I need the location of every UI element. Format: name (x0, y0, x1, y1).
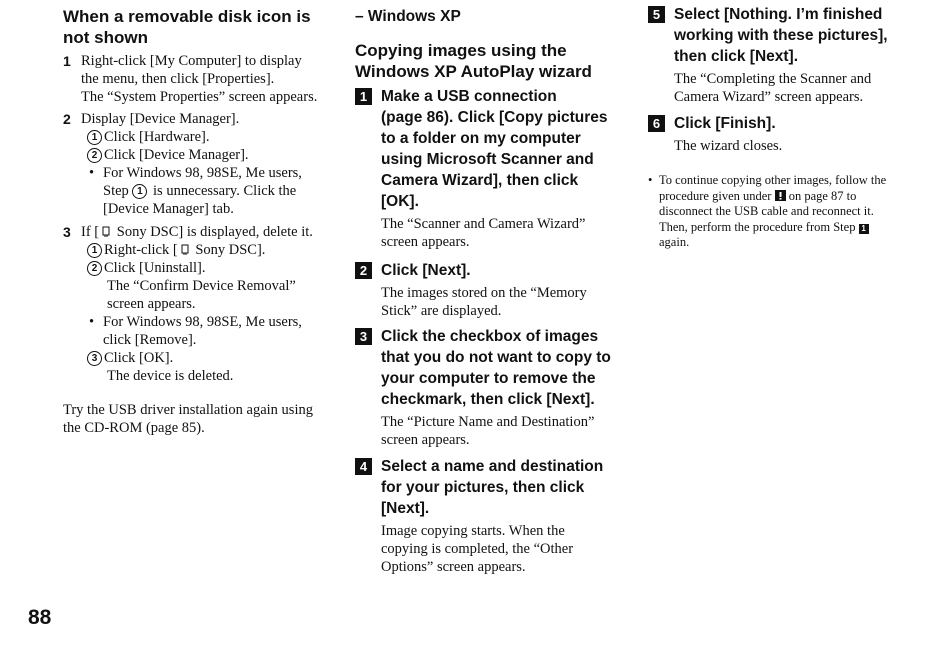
step-text: Right-click [My Computer] to display (81, 53, 302, 69)
title-line: Camera Wizard], then click (381, 172, 579, 189)
title-line: [Next]. (381, 500, 430, 517)
closing-line: the CD-ROM (page 85). (63, 420, 205, 436)
wizard-step-3 (355, 326, 637, 449)
title-line: Click [Finish]. (674, 115, 776, 132)
body-line: The “Scanner and Camera Wizard” (381, 216, 586, 232)
note-line (659, 189, 904, 205)
step-title (674, 4, 922, 67)
title-line: (page 86). Click [Copy pictures (381, 109, 608, 126)
bullet-text (103, 182, 343, 200)
closing-text (63, 401, 333, 437)
heading-line: Copying images using the (355, 41, 567, 60)
step-title (674, 113, 922, 134)
substep-text: Click [Uninstall]. (104, 260, 206, 276)
bullet-text: • For Windows 98, 98SE, Me users, (103, 165, 302, 181)
wizard-step-2 (355, 260, 637, 320)
circled-number: 1 (87, 243, 102, 258)
body-line: The wizard closes. (674, 138, 783, 154)
step-text: Display [Device Manager]. (81, 111, 240, 127)
section-label: – Windows XP (355, 8, 461, 25)
step-box-number: 1 (859, 224, 869, 234)
body-line: The images stored on the “Memory (381, 285, 587, 301)
title-line: Click [Next]. (381, 262, 471, 279)
step-number: 1 (63, 53, 71, 69)
body-line: Image copying starts. When the (381, 523, 565, 539)
title-line: to a folder on my computer (381, 130, 581, 147)
bullet-note (89, 164, 343, 218)
body-line: Options” screen appears. (381, 559, 526, 575)
circled-number: 2 (87, 261, 102, 276)
left-heading: When a removable disk icon is not shown (63, 7, 311, 47)
text-part: Sony DSC] is displayed, delete it. (113, 224, 313, 240)
title-line: for your pictures, then click (381, 479, 585, 496)
body-line: copying is completed, the “Other (381, 541, 574, 557)
bullet-text-rest: is unnecessary. Click the (153, 183, 297, 199)
step-prefix: Step (103, 183, 129, 199)
text-part: procedure given under (659, 188, 772, 203)
substep (81, 259, 343, 277)
substep-text: Click [Device Manager]. (104, 147, 249, 163)
step-3 (63, 223, 343, 385)
step-text (81, 223, 343, 241)
step-title (381, 326, 637, 410)
page-number: 88 (28, 606, 52, 629)
step-body (381, 284, 637, 320)
step-body (674, 137, 922, 155)
step-box-number: 3 (355, 328, 372, 345)
step-2 (63, 110, 343, 218)
substep-text: The “Confirm Device Removal” (107, 278, 296, 294)
substep (81, 128, 343, 146)
wizard-step-6 (648, 113, 922, 155)
text-part: If [ (81, 224, 100, 240)
body-line: Stick” are displayed. (381, 303, 502, 319)
step-box-number: 6 (648, 115, 665, 132)
step-number: 2 (63, 111, 71, 127)
step-number: 3 (63, 224, 71, 240)
body-line: The “Completing the Scanner and (674, 71, 872, 87)
title-line: using Microsoft Scanner and (381, 151, 594, 168)
text-part: Right-click [ (104, 242, 178, 258)
circled-number: 2 (87, 148, 102, 163)
text-part: Then, perform the procedure from Step (659, 219, 856, 234)
tip-note (648, 173, 904, 251)
title-line: that you do not want to copy to (381, 349, 611, 366)
title-line: Select [Nothing. I’m finished (674, 6, 883, 23)
title-line: checkmark, then click [Next]. (381, 391, 595, 408)
step-title (381, 86, 637, 212)
substep (81, 146, 343, 164)
title-line: [OK]. (381, 193, 419, 210)
body-line: screen appears. (381, 234, 470, 250)
note-line: again. (659, 235, 690, 249)
title-line: Click the checkbox of images (381, 328, 599, 345)
note-line: disconnect the USB cable and reconnect it. (659, 204, 874, 218)
step-body (381, 413, 637, 449)
step-box-number: 2 (355, 262, 372, 279)
substep (81, 241, 343, 259)
device-icon (180, 244, 190, 255)
note-line: • To continue copying other images, follow the (659, 173, 887, 187)
body-line: Camera Wizard” screen appears. (674, 89, 864, 105)
substep-text: Click [OK]. (104, 350, 174, 366)
circled-number: 1 (132, 184, 147, 199)
body-line: The “Picture Name and Destination” (381, 414, 595, 430)
text-part: on page 87 to (788, 188, 857, 203)
bullet-text: click [Remove]. (103, 332, 197, 348)
body-line: screen appears. (381, 432, 470, 448)
substep-text: The device is deleted. (107, 368, 234, 384)
bullet-note (89, 313, 343, 349)
note-line (659, 220, 904, 236)
wizard-step-1 (355, 86, 637, 251)
step-title (381, 456, 637, 519)
section-heading (355, 40, 592, 82)
bullet-text: [Device Manager] tab. (103, 201, 234, 217)
substep (81, 349, 343, 367)
step-body (674, 70, 922, 106)
step-title (381, 260, 637, 281)
title-line: your computer to remove the (381, 370, 596, 387)
bullet-text: • For Windows 98, 98SE, Me users, (103, 314, 302, 330)
circled-number: 1 (87, 130, 102, 145)
warning-mark-icon (775, 190, 786, 201)
wizard-step-4 (355, 456, 637, 576)
step-text: The “System Properties” screen appears. (81, 89, 318, 105)
step-box-number: 1 (355, 88, 372, 105)
title-line: then click [Next]. (674, 48, 799, 65)
closing-line: Try the USB driver installation again using (63, 402, 313, 418)
step-1 (63, 52, 343, 106)
heading-line: Windows XP AutoPlay wizard (355, 62, 592, 81)
title-line: working with these pictures], (674, 27, 888, 44)
title-line: Make a USB connection (381, 88, 557, 105)
wizard-step-5 (648, 4, 922, 106)
substep-text: screen appears. (107, 296, 196, 312)
substep-text: Click [Hardware]. (104, 129, 210, 145)
step-body (381, 215, 637, 251)
step-box-number: 5 (648, 6, 665, 23)
circled-number: 3 (87, 351, 102, 366)
text-part: Sony DSC]. (191, 242, 266, 258)
step-box-number: 4 (355, 458, 372, 475)
device-icon (101, 226, 111, 237)
title-line: Select a name and destination (381, 458, 604, 475)
step-text: the menu, then click [Properties]. (81, 71, 275, 87)
step-body (381, 522, 637, 576)
